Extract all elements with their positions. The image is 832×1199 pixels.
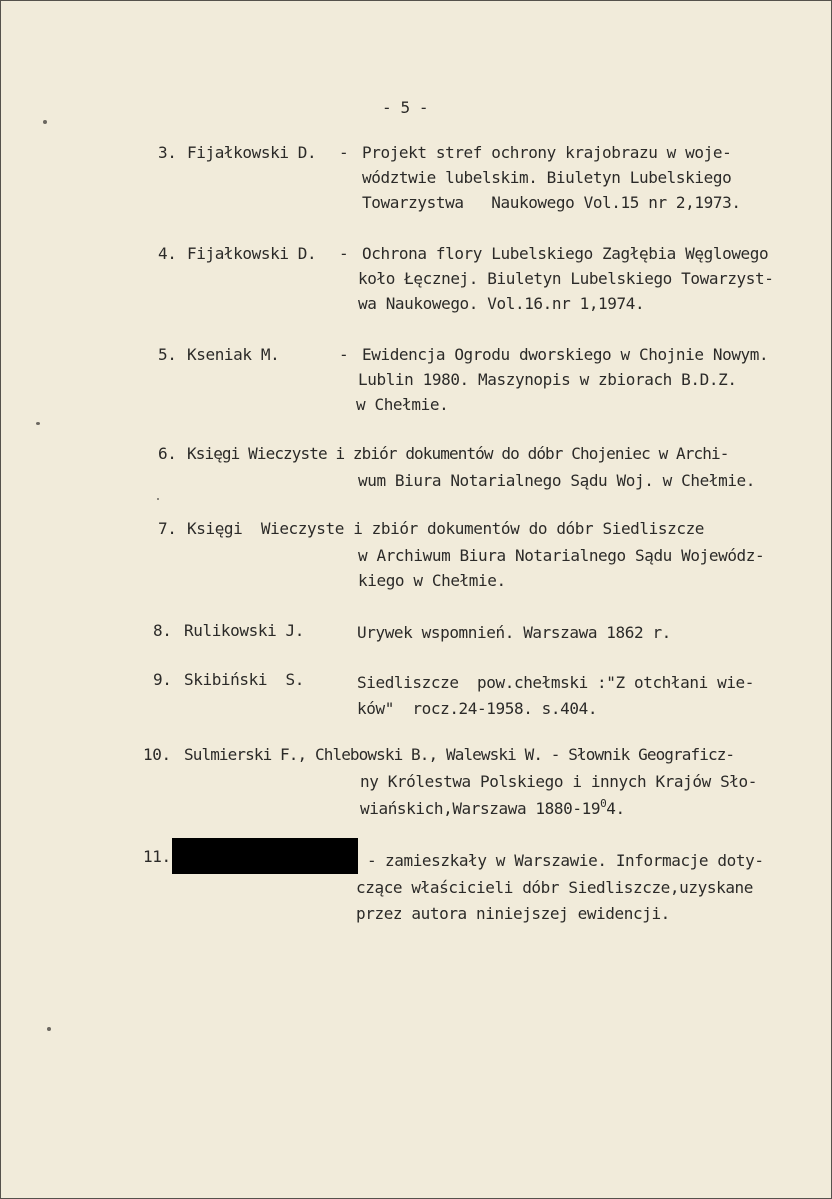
- entry-text-line: Księgi Wieczyste i zbiór dokumentów do dóbr Siedliszcze: [187, 519, 705, 538]
- handwritten-correction: 0: [600, 797, 607, 810]
- entry-text-line: kiego w Chełmie.: [358, 571, 506, 590]
- entry-number: 7.: [158, 519, 177, 538]
- entry-number: 10.: [143, 745, 171, 764]
- entry-number: 3.: [158, 143, 177, 162]
- entry-text-line: koło Łęcznej. Biuletyn Lubelskiego Towarzyst-: [358, 269, 774, 288]
- entry-text-line: Ewidencja Ogrodu dworskiego w Chojnie Nowym.: [362, 345, 769, 364]
- entry-number: 6.: [158, 444, 177, 463]
- entry-author: Skibiński S.: [184, 670, 305, 689]
- entry-text-segment: 4.: [606, 799, 625, 818]
- entry-text-line: czące właścicieli dóbr Siedliszcze,uzyskane: [356, 878, 754, 897]
- entry-text-line: Ochrona flory Lubelskiego Zagłębia Węglowego: [362, 244, 769, 263]
- entry-text-line: [360, 799, 625, 821]
- entry-author: Rulikowski J.: [184, 621, 305, 640]
- entry-text-line: ny Królestwa Polskiego i innych Krajów Sło-: [360, 772, 758, 791]
- entry-text-line: w Chełmie.: [356, 395, 449, 414]
- entry-text-line: ków" rocz.24-1958. s.404.: [357, 699, 598, 718]
- entry-dash: -: [367, 851, 377, 870]
- entry-text-line: Projekt stref ochrony krajobrazu w woje-: [362, 143, 732, 162]
- entry-dash: -: [339, 143, 349, 162]
- redaction-bar: [172, 838, 358, 874]
- entry-text-line: Sulmierski F., Chlebowski B., Walewski W. - Słownik Geograficz-: [184, 745, 735, 764]
- entry-text-line: zamieszkały w Warszawie. Informacje doty-: [385, 851, 764, 870]
- entry-text-line: wa Naukowego. Vol.16.nr 1,1974.: [358, 294, 645, 313]
- entry-number: 5.: [158, 345, 177, 364]
- entry-text-line: wództwie lubelskim. Biuletyn Lubelskiego: [362, 168, 732, 187]
- entry-text-line: Towarzystwa Naukowego Vol.15 nr 2,1973.: [362, 193, 741, 212]
- entry-text-segment: wiańskich,Warszawa 1880-19: [360, 799, 601, 818]
- page-number: - 5 -: [382, 98, 429, 117]
- entry-text-line: Urywek wspomnień. Warszawa 1862 r.: [357, 623, 671, 642]
- entry-text-line: Siedliszcze pow.chełmski :"Z otchłani wie-: [357, 673, 755, 692]
- entry-text-line: przez autora niniejszej ewidencji.: [356, 904, 670, 923]
- entry-number: 9.: [153, 670, 172, 689]
- entry-text-line: Księgi Wieczyste i zbiór dokumentów do dóbr Chojeniec w Archi-: [187, 444, 729, 463]
- entry-dash: -: [339, 244, 349, 263]
- entry-text-line: Lublin 1980. Maszynopis w zbiorach B.D.Z.: [358, 370, 737, 389]
- entry-number: 4.: [158, 244, 177, 263]
- entry-text-line: w Archiwum Biura Notarialnego Sądu Wojewódz-: [358, 546, 765, 565]
- paper-speck: [43, 120, 47, 124]
- paper-speck: [36, 422, 40, 425]
- entry-author: Kseniak M.: [187, 345, 280, 364]
- paper-speck: [47, 1027, 51, 1031]
- entry-author: Fijałkowski D.: [187, 143, 317, 162]
- entry-number: 11.: [143, 847, 171, 866]
- entry-dash: -: [339, 345, 349, 364]
- entry-number: 8.: [153, 621, 172, 640]
- entry-text-line: wum Biura Notarialnego Sądu Woj. w Chełmie.: [358, 471, 756, 490]
- paper-speck: [157, 498, 159, 500]
- entry-author: Fijałkowski D.: [187, 244, 317, 263]
